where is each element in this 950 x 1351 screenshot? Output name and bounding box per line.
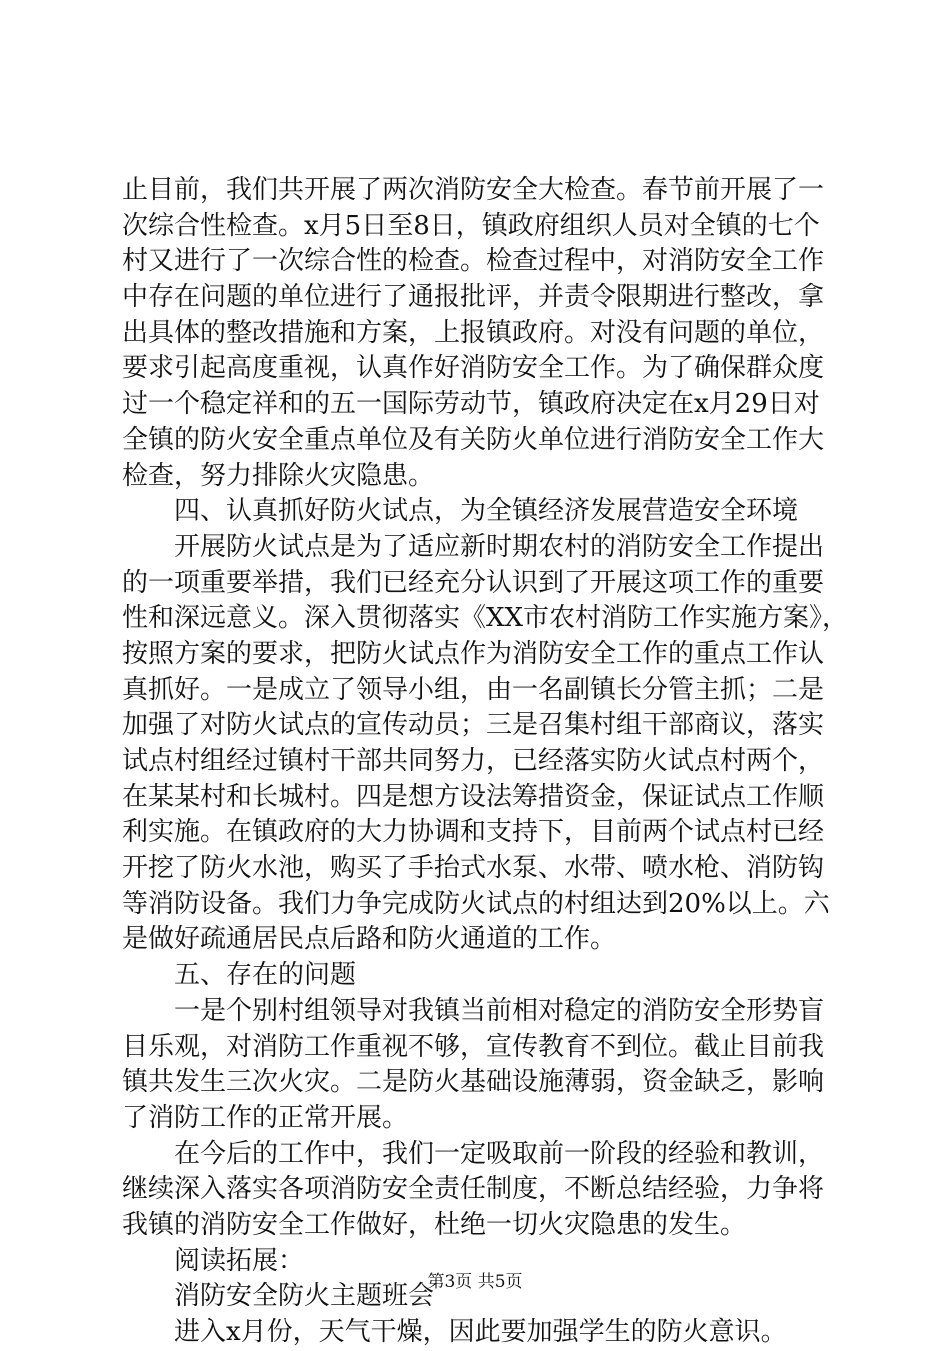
document-body [122,173,849,1351]
text-line: 过一个稳定祥和的五一国际劳动节，镇政府决定在x月29日对 [122,389,820,420]
text-line: 开挖了防火水池，购买了手抬式水泵、水带、喷水枪、消防钩 [122,853,825,884]
text-line: 检查，努力排除火灾隐患。 [122,460,435,491]
text-line: 试点村组经过镇村干部共同努力，已经落实防火试点村两个， [122,746,825,776]
text-line: 了消防工作的正常开展。 [122,1102,409,1133]
text-line: 继续深入落实各项消防安全责任制度，不断总结经验，力争将 [122,1174,825,1205]
text-line: 出具体的整改措施和方案，上报镇政府。对没有问题的单位， [122,317,825,348]
text-line: 我镇的消防安全工作做好，杜绝一切火灾隐患的发生。 [122,1209,747,1240]
text-line: 利实施。在镇政府的大力协调和支持下，目前两个试点村已经 [122,817,825,848]
text-line: 真抓好。一是成立了领导小组，由一名副镇长分管主抓；二是 [122,674,825,705]
text-line: 止目前，我们共开展了两次消防安全大检查。春节前开展了一 [122,175,825,205]
text-line: 开展防火试点是为了适应新时期农村的消防安全工作提出 [174,531,825,562]
text-line: 阅读拓展： [174,1245,305,1276]
text-line: 要求引起高度重视，认真作好消防安全工作。为了确保群众度 [122,353,825,384]
text-line: 镇共发生三次火灾。二是防火基础设施薄弱，资金缺乏，影响 [122,1067,825,1098]
text-line: 四、认真抓好防火试点，为全镇经济发展营造安全环境 [174,496,799,527]
page-footer: 第3页 共5页 [427,1272,523,1292]
text-line: 的一项重要举措，我们已经充分认识到了开展这项工作的重要 [122,567,825,598]
text-line: 性和深远意义。深入贯彻落实《XX市农村消防工作实施方案》， [122,603,849,634]
text-line: 消防安全防火主题班会 [174,1281,435,1312]
text-line: 在今后的工作中，我们一定吸取前一阶段的经验和教训， [174,1138,825,1169]
text-line: 五、存在的问题 [174,960,357,991]
text-line: 目乐观，对消防工作重视不够，宣传教育不到位。截止目前我 [122,1031,825,1062]
text-line: 是做好疏通居民点后路和防火通道的工作。 [122,924,617,955]
text-line: 按照方案的要求，把防火试点作为消防安全工作的重点工作认 [122,638,825,669]
text-line: 一是个别村组领导对我镇当前相对稳定的消防安全形势盲 [174,995,825,1026]
text-line: 加强了对防火试点的宣传动员；三是召集村组干部商议，落实 [122,710,825,741]
text-line: 次综合性检查。x月5日至8日，镇政府组织人员对全镇的七个 [122,210,820,241]
text-line: 中存在问题的单位进行了通报批评，并责令限期进行整改，拿 [122,282,825,313]
text-line: 等消防设备。我们力争完成防火试点的村组达到20%以上。六 [122,888,830,919]
text-line: 进入x月份，天气干燥，因此要加强学生的防火意识。 [174,1317,787,1347]
text-line: 全镇的防火安全重点单位及有关防火单位进行消防安全工作大 [122,424,825,455]
text-line: 在某某村和长城村。四是想方设法筹措资金，保证试点工作顺 [122,781,825,812]
text-line: 村又进行了一次综合性的检查。检查过程中，对消防安全工作 [122,246,825,277]
